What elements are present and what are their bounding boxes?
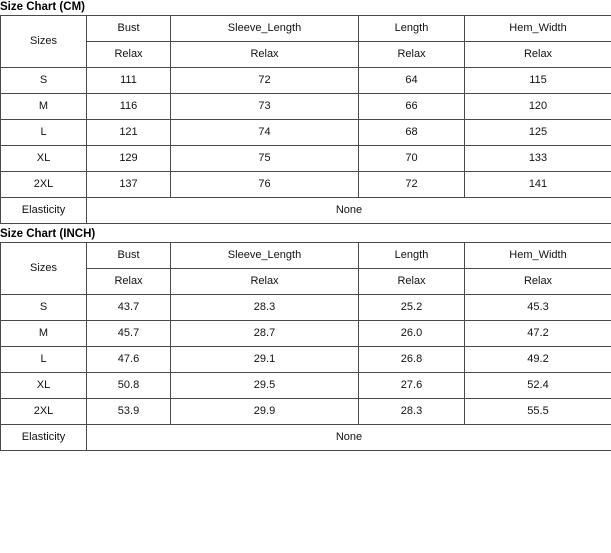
cell-bust: 129 [87, 146, 171, 172]
header-cell-hem-width: Hem_Width [465, 243, 611, 269]
cell-sleeve: 29.1 [171, 347, 359, 373]
cell-size: L [1, 120, 87, 146]
table-subheader-row [1, 269, 611, 295]
header-cell-sleeve-length: Sleeve_Length [171, 16, 359, 42]
cell-size: 2XL [1, 172, 87, 198]
cell-bust: 53.9 [87, 399, 171, 425]
table-row [1, 94, 611, 120]
cell-sleeve: 29.5 [171, 373, 359, 399]
cell-length: 26.0 [359, 321, 465, 347]
table-row [1, 347, 611, 373]
subheader-cell-bust-relax: Relax [87, 269, 171, 295]
cell-hem: 133 [465, 146, 611, 172]
cell-hem: 45.3 [465, 295, 611, 321]
subheader-cell-sleeve-relax: Relax [171, 42, 359, 68]
cell-size: 2XL [1, 399, 87, 425]
header-cell-bust: Bust [87, 16, 171, 42]
cell-hem: 52.4 [465, 373, 611, 399]
cell-hem: 125 [465, 120, 611, 146]
cell-sleeve: 28.7 [171, 321, 359, 347]
subheader-cell-hem-relax: Relax [465, 42, 611, 68]
cell-length: 64 [359, 68, 465, 94]
header-cell-sizes: Sizes [1, 16, 87, 68]
table-row [1, 120, 611, 146]
table-row [1, 146, 611, 172]
cell-size: S [1, 295, 87, 321]
cell-sleeve: 72 [171, 68, 359, 94]
cell-sleeve: 28.3 [171, 295, 359, 321]
cell-bust: 137 [87, 172, 171, 198]
cell-bust: 50.8 [87, 373, 171, 399]
cell-hem: 47.2 [465, 321, 611, 347]
cell-length: 28.3 [359, 399, 465, 425]
cell-hem: 120 [465, 94, 611, 120]
cell-size: S [1, 68, 87, 94]
cell-bust: 47.6 [87, 347, 171, 373]
cell-bust: 116 [87, 94, 171, 120]
cell-size: XL [1, 373, 87, 399]
cell-size: XL [1, 146, 87, 172]
table-row [1, 172, 611, 198]
cell-length: 25.2 [359, 295, 465, 321]
cell-bust: 43.7 [87, 295, 171, 321]
header-cell-length: Length [359, 243, 465, 269]
header-cell-sleeve-length: Sleeve_Length [171, 243, 359, 269]
cell-size: M [1, 94, 87, 120]
subheader-cell-hem-relax: Relax [465, 269, 611, 295]
cell-sleeve: 29.9 [171, 399, 359, 425]
cell-sleeve: 76 [171, 172, 359, 198]
header-cell-hem-width: Hem_Width [465, 16, 611, 42]
footer-value-elasticity: None [87, 425, 611, 451]
cell-length: 27.6 [359, 373, 465, 399]
cell-hem: 55.5 [465, 399, 611, 425]
cell-length: 68 [359, 120, 465, 146]
footer-label-elasticity: Elasticity [1, 425, 87, 451]
table-row [1, 68, 611, 94]
cell-sleeve: 75 [171, 146, 359, 172]
cell-sleeve: 73 [171, 94, 359, 120]
footer-label-elasticity: Elasticity [1, 198, 87, 224]
header-cell-sizes: Sizes [1, 243, 87, 295]
cell-bust: 111 [87, 68, 171, 94]
header-cell-length: Length [359, 16, 465, 42]
subheader-cell-length-relax: Relax [359, 42, 465, 68]
table-row [1, 321, 611, 347]
table-header-row [1, 243, 611, 269]
table-row [1, 373, 611, 399]
subheader-cell-bust-relax: Relax [87, 42, 171, 68]
cell-bust: 121 [87, 120, 171, 146]
cell-length: 26.8 [359, 347, 465, 373]
table-row [1, 399, 611, 425]
table-row [1, 295, 611, 321]
cell-hem: 115 [465, 68, 611, 94]
table-footer-row [1, 425, 611, 451]
cell-size: L [1, 347, 87, 373]
cell-sleeve: 74 [171, 120, 359, 146]
cell-length: 70 [359, 146, 465, 172]
cell-bust: 45.7 [87, 321, 171, 347]
footer-value-elasticity: None [87, 198, 611, 224]
table-header-row [1, 16, 611, 42]
table-subheader-row [1, 42, 611, 68]
size-chart-inch-table [0, 242, 611, 451]
size-chart-cm-table [0, 15, 611, 224]
subheader-cell-length-relax: Relax [359, 269, 465, 295]
cell-hem: 49.2 [465, 347, 611, 373]
cell-length: 72 [359, 172, 465, 198]
header-cell-bust: Bust [87, 243, 171, 269]
size-chart-inch-title: Size Chart (INCH) [0, 228, 96, 240]
cell-hem: 141 [465, 172, 611, 198]
table-footer-row [1, 198, 611, 224]
subheader-cell-sleeve-relax: Relax [171, 269, 359, 295]
cell-size: M [1, 321, 87, 347]
cell-length: 66 [359, 94, 465, 120]
size-chart-cm-title: Size Chart (CM) [0, 1, 85, 13]
